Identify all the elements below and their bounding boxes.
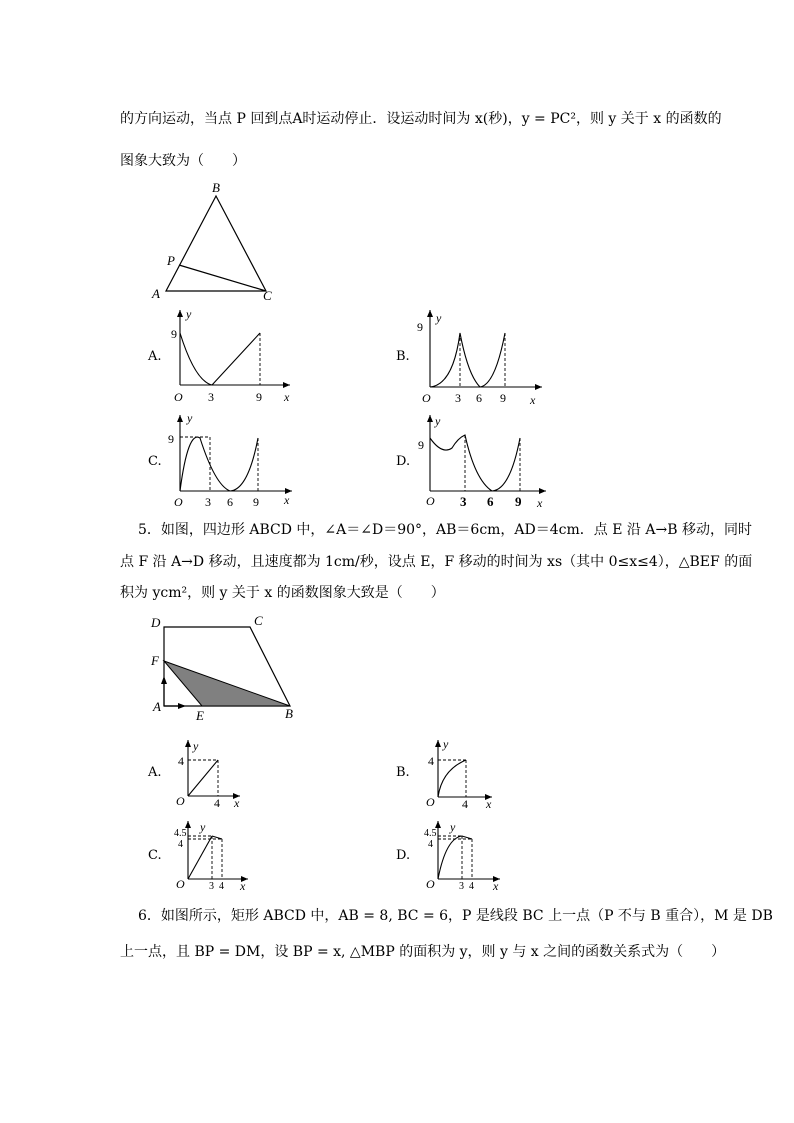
q5-c-y-tick-4: 4 (178, 839, 183, 850)
q5-a-y-tick: 4 (178, 754, 184, 768)
q4-text-line-1: 的方向运动，当点 P 回到点A时运动停止．设运动时间为 x(秒)，y = PC²，则 y 关于 x 的函数的 (120, 111, 722, 127)
q4-b-axis-x: x (530, 393, 536, 407)
q4-d-x-tick-3: 3 (460, 494, 467, 509)
q4-d-x-tick-6: 6 (487, 494, 494, 509)
q4-option-d-label: D. (396, 454, 411, 469)
q4-option-d-graph (420, 410, 550, 510)
q5-option-b-label: B. (396, 765, 410, 780)
q5-c-axis-x: x (240, 879, 246, 893)
q4-option-c-label: C. (148, 454, 162, 469)
q4-c-axis-x: x (284, 493, 290, 507)
q5-b-origin: O (426, 795, 435, 809)
q4-option-a-graph (170, 305, 300, 405)
q4-d-y-tick: 9 (418, 438, 424, 452)
q5-option-d-label: D. (396, 848, 411, 863)
q5-label-C: C (254, 613, 263, 628)
q5-b-axis-y: y (443, 737, 449, 751)
q4-c-origin: O (174, 495, 183, 509)
q4-c-x-tick-6: 6 (227, 495, 233, 509)
q4-label-C: C (263, 288, 272, 303)
q5-d-origin: O (426, 877, 435, 891)
q5-option-c-graph (170, 818, 260, 893)
q4-d-x-tick-9: 9 (515, 494, 522, 509)
q4-a-axis-y: y (186, 307, 192, 321)
q5-d-axis-x: x (493, 879, 499, 893)
q4-label-P: P (167, 253, 175, 268)
q4-b-axis-y: y (436, 311, 442, 325)
q5-d-y-tick-4: 4 (428, 839, 433, 850)
q4-text-line-2: 图象大致为（ ） (120, 153, 246, 169)
q4-d-origin: O (426, 494, 435, 508)
q5-text-line-3: 积为 ycm²，则 y 关于 x 的函数图象大致是（ ） (120, 585, 445, 601)
q4-a-x-tick-3: 3 (208, 390, 214, 404)
q5-label-D: D (151, 615, 161, 630)
q4-a-y-tick: 9 (171, 327, 177, 341)
q4-option-c-graph (170, 410, 300, 510)
q5-b-x-tick: 4 (462, 797, 468, 811)
q5-label-A: A (153, 699, 161, 714)
q4-d-axis-x: x (537, 496, 543, 510)
q5-a-x-tick: 4 (214, 796, 220, 810)
q4-a-x-tick-9: 9 (256, 390, 262, 404)
q5-text-line-1: 5．如图，四边形 ABCD 中，∠A＝∠D＝90°，AB＝6cm，AD＝4cm．点 E 沿 A→B 移动，同时 (138, 522, 752, 538)
q4-label-A: A (152, 286, 160, 301)
q4-c-x-tick-9: 9 (253, 495, 259, 509)
q4-a-origin: O (174, 390, 183, 404)
q4-c-x-tick-3: 3 (205, 495, 211, 509)
q5-c-axis-y: y (200, 820, 206, 834)
q5-c-y-tick-45: 4.5 (174, 828, 187, 839)
q5-a-origin: O (176, 794, 185, 808)
q4-option-b-label: B. (396, 349, 410, 364)
q4-a-axis-x: x (284, 390, 290, 404)
q6-text-line-1: 6．如图所示，矩形 ABCD 中，AB = 8, BC = 6，P 是线段 BC 上一点（P 不与 B 重合），M 是 DB (138, 908, 773, 924)
q5-option-c-label: C. (148, 848, 162, 863)
q5-d-x-tick-4: 4 (469, 881, 474, 892)
q4-b-x-tick-6: 6 (476, 391, 482, 405)
q5-b-axis-x: x (486, 797, 492, 811)
q5-option-b-graph (420, 735, 510, 810)
q4-c-y-tick: 9 (168, 432, 174, 446)
q4-b-origin: O (422, 391, 431, 405)
q5-a-axis-y: y (193, 739, 199, 753)
q4-label-B: B (212, 180, 220, 195)
q4-d-axis-y: y (435, 414, 441, 428)
q5-a-axis-x: x (234, 796, 240, 810)
q5-label-E: E (196, 708, 204, 723)
q5-c-x-tick-4: 4 (219, 881, 224, 892)
q4-b-y-tick: 9 (417, 320, 423, 334)
q5-c-origin: O (176, 877, 185, 891)
q5-option-d-graph (420, 818, 510, 893)
q4-b-x-tick-9: 9 (500, 391, 506, 405)
q4-triangle-figure (150, 180, 280, 305)
q4-c-axis-y: y (187, 411, 193, 425)
q5-b-y-tick: 4 (428, 754, 434, 768)
q5-d-y-tick-45: 4.5 (424, 828, 437, 839)
q5-label-B: B (285, 706, 293, 721)
q5-option-a-graph (170, 735, 260, 810)
q6-text-line-2: 上一点，且 BP = DM，设 BP = x, △MBP 的面积为 y，则 y 与 x 之间的函数关系式为（ ） (120, 944, 726, 960)
q5-d-x-tick-3: 3 (459, 881, 464, 892)
q5-quadrilateral-figure (148, 610, 308, 725)
q4-option-a-label: A. (148, 349, 162, 364)
q4-option-b-graph (417, 305, 550, 407)
q5-d-axis-y: y (450, 820, 456, 834)
q5-text-line-2: 点 F 沿 A→D 移动，且速度都为 1cm/秒，设点 E，F 移动的时间为 xs（其中 0≤x≤4），△BEF 的面 (120, 554, 753, 570)
q4-b-x-tick-3: 3 (455, 391, 461, 405)
q5-label-F: F (151, 653, 159, 668)
q5-c-x-tick-3: 3 (209, 881, 214, 892)
q5-option-a-label: A. (148, 765, 162, 780)
